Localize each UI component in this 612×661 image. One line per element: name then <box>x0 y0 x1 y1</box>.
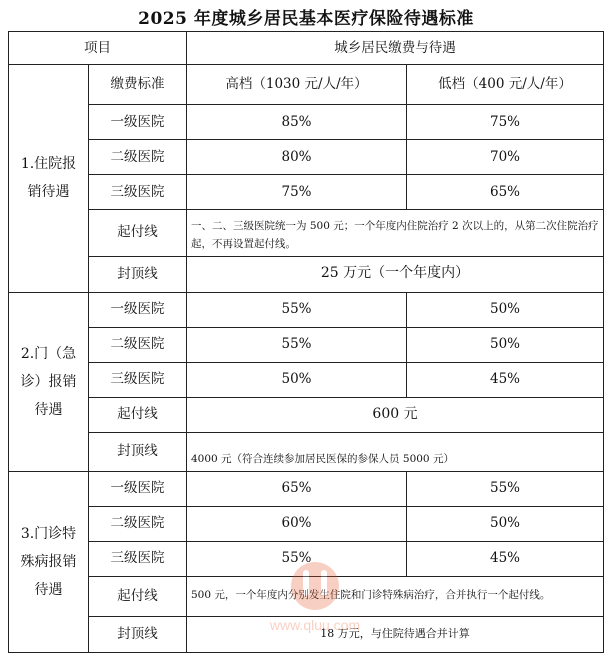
header-item: 项目 <box>9 32 187 65</box>
deductible-text: 一、二、三级医院统一为 500 元；一个年度内住院治疗 2 次以上的，从第二次住院治疗起，不再设置起付线。 <box>187 210 604 257</box>
fee-high: 高档（1030 元/人/年） <box>187 65 407 105</box>
rate-high: 55% <box>187 292 407 327</box>
rate-high: 60% <box>187 506 407 541</box>
table-row <box>9 327 604 362</box>
deductible-label: 起付线 <box>89 576 187 616</box>
rate-high: 75% <box>187 175 407 210</box>
deductible-row <box>9 210 604 257</box>
row-label: 二级医院 <box>89 327 187 362</box>
cap-text: 18 万元，与住院待遇合并计算 <box>187 616 604 652</box>
rate-low: 45% <box>407 541 604 576</box>
deductible-text: 600 元 <box>187 397 604 432</box>
row-label: 二级医院 <box>89 140 187 175</box>
benefit-table <box>8 31 604 653</box>
fee-label: 缴费标准 <box>89 65 187 105</box>
watermark-text: www.qluu.com <box>270 617 360 633</box>
rate-high: 55% <box>187 327 407 362</box>
rate-high: 65% <box>187 471 407 506</box>
rate-low: 55% <box>407 471 604 506</box>
rate-low: 70% <box>407 140 604 175</box>
cap-row <box>9 432 604 471</box>
cap-label: 封顶线 <box>89 256 187 292</box>
rate-low: 50% <box>407 292 604 327</box>
deductible-row <box>9 397 604 432</box>
table-row <box>9 105 604 140</box>
cap-row <box>9 616 604 652</box>
row-label: 二级医院 <box>89 506 187 541</box>
rate-low: 45% <box>407 362 604 397</box>
deductible-label: 起付线 <box>89 210 187 257</box>
table-row <box>9 362 604 397</box>
table-row <box>9 140 604 175</box>
table-row <box>9 175 604 210</box>
header-benefit: 城乡居民缴费与待遇 <box>187 32 604 65</box>
rate-high: 55% <box>187 541 407 576</box>
rate-high: 85% <box>187 105 407 140</box>
cap-label: 封顶线 <box>89 616 187 652</box>
deductible-row <box>9 576 604 616</box>
table-row <box>9 541 604 576</box>
section-2-name: 2.门（急 诊）报销 待遇 <box>9 292 89 471</box>
section-1-name: 1.住院报 销待遇 <box>9 65 89 293</box>
fee-row <box>9 65 604 105</box>
cap-row <box>9 256 604 292</box>
rate-low: 75% <box>407 105 604 140</box>
rate-high: 50% <box>187 362 407 397</box>
deductible-text: 500 元，一个年度内分别发生住院和门诊特殊病治疗，合并执行一个起付线。 <box>187 576 604 616</box>
cap-text: 4000 元（符合连续参加居民医保的参保人员 5000 元） <box>187 432 604 471</box>
fee-low: 低档（400 元/人/年） <box>407 65 604 105</box>
section-3-name: 3.门诊特 殊病报销 待遇 <box>9 471 89 652</box>
row-label: 三级医院 <box>89 175 187 210</box>
row-label: 一级医院 <box>89 105 187 140</box>
rate-low: 50% <box>407 506 604 541</box>
row-label: 三级医院 <box>89 541 187 576</box>
rate-low: 50% <box>407 327 604 362</box>
header-row <box>9 32 604 65</box>
page-title: 2025 年度城乡居民基本医疗保险待遇标准 <box>138 9 474 29</box>
cap-label: 封顶线 <box>89 432 187 471</box>
row-label: 一级医院 <box>89 471 187 506</box>
deductible-label: 起付线 <box>89 397 187 432</box>
table-row <box>9 471 604 506</box>
table-row <box>9 506 604 541</box>
rate-high: 80% <box>187 140 407 175</box>
cap-text: 25 万元（一个年度内） <box>187 256 604 292</box>
row-label: 三级医院 <box>89 362 187 397</box>
table-row <box>9 292 604 327</box>
row-label: 一级医院 <box>89 292 187 327</box>
rate-low: 65% <box>407 175 604 210</box>
